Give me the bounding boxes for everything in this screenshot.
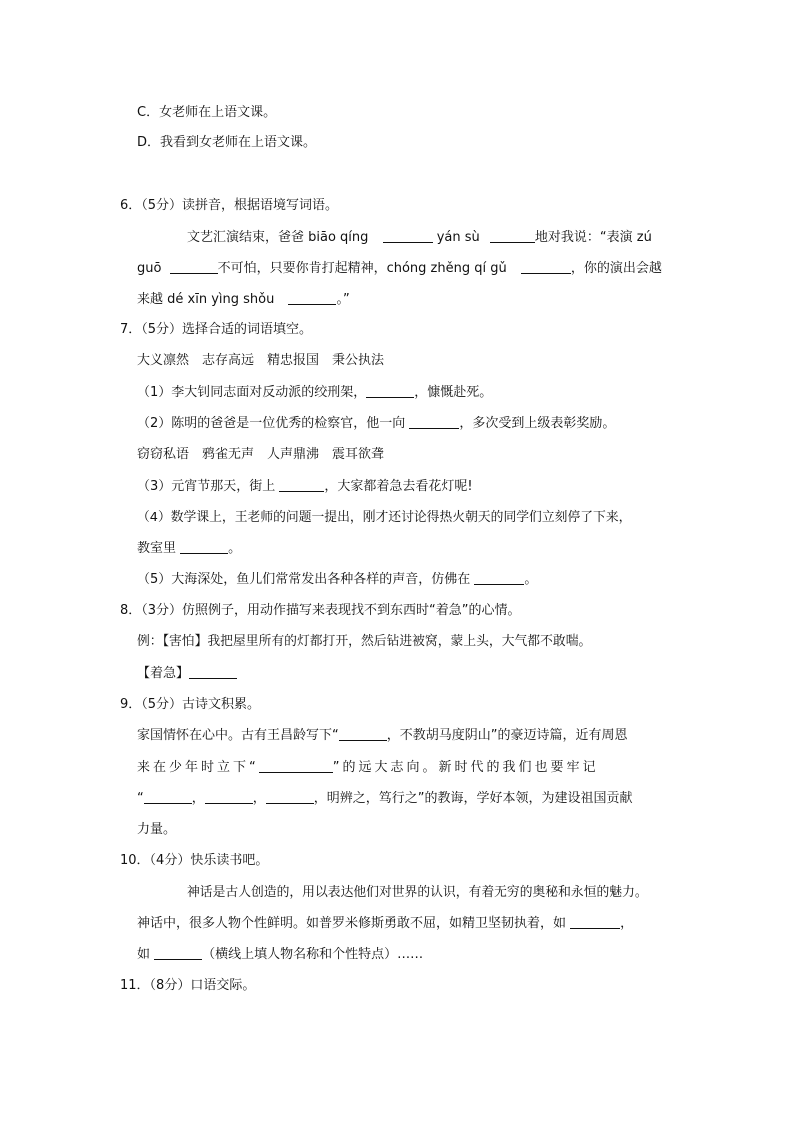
q10-title: 10．（4分）快乐读书吧。	[120, 853, 269, 868]
q6-text: ，你的演出会越	[570, 261, 662, 276]
q8-answer-label: 【着急】	[137, 666, 190, 681]
q10-text: 如	[137, 947, 155, 962]
q7-sentence-3	[137, 477, 473, 497]
q10-line-2	[137, 914, 633, 934]
q9-text: 家国情怀在心中。古有王昌龄写下“	[137, 728, 339, 743]
answer-blank[interactable]	[474, 570, 524, 585]
q8-example: 例：【害怕】我把屋里所有的灯都打开，然后钻进被窝，蒙上头，大气都不敢喘。	[137, 634, 592, 649]
q7-text: 教室里	[137, 541, 181, 556]
q7-text: （3）元宵节那天，街上	[137, 479, 280, 494]
q5-option-d: D．我看到女老师在上语文课。	[137, 135, 317, 150]
answer-blank[interactable]	[279, 477, 324, 492]
q7-title: 7．（5分）选择合适的词语填空。	[120, 322, 313, 337]
q7-text: （5）大海深处，鱼儿们常常发出各种各样的声音，仿佛在	[137, 572, 475, 587]
answer-blank[interactable]	[205, 789, 253, 804]
q8-title: 8．（3分）仿照例子，用动作描写来表现找不到东西时“着急”的心情。	[120, 603, 521, 618]
q7-text: ，慷慨赴死。	[414, 385, 493, 400]
q7-text: 。	[524, 572, 538, 587]
answer-blank[interactable]	[490, 228, 535, 243]
answer-blank[interactable]	[189, 664, 237, 679]
answer-blank[interactable]	[144, 789, 192, 804]
q9-line-4: 力量。	[137, 822, 177, 837]
q10-line-1: 神话是古人创造的，用以表达他们对世界的认识，有着无穷的奥秘和永恒的魅力。	[187, 885, 648, 900]
q9-text: ，不教胡马度阴山”的豪迈诗篇，近有周恩	[386, 728, 628, 743]
q7-sentence-2	[137, 414, 615, 434]
answer-blank[interactable]	[383, 228, 433, 243]
q9-line-3	[137, 789, 633, 809]
answer-blank[interactable]	[259, 758, 333, 773]
q6-text: 地对我说：“表演 zú	[534, 230, 652, 245]
q6-text: guō	[137, 261, 162, 276]
q10-text: ，	[620, 916, 634, 931]
q7-word-bank-2: 窃窃私语 鸦雀无声 人声鼎沸 震耳欲聋	[137, 447, 385, 462]
q9-text: ”的远大志向。新时代的我们也要牢记	[332, 760, 599, 775]
q6-text: 不可怕，只要你肯打起精神，chóng zhěng qí gǔ	[217, 261, 507, 276]
q9-text: ，	[191, 791, 205, 806]
q6-text: 。”	[336, 292, 350, 307]
answer-blank[interactable]	[170, 259, 218, 274]
q7-text: ，大家都着急去看花灯呢!	[324, 479, 473, 494]
answer-blank[interactable]	[570, 914, 620, 929]
q7-text: 。	[228, 541, 242, 556]
answer-blank[interactable]	[409, 414, 459, 429]
q11-title: 11．（8分）口语交际。	[120, 978, 256, 993]
q9-text: ，明辨之，笃行之”的教诲，学好本领，为建设祖国贡献	[313, 791, 633, 806]
q7-text: （1）李大钊同志面对反动派的绞刑架，	[137, 385, 367, 400]
q9-title: 9．（5分）古诗文积累。	[120, 697, 261, 712]
q9-text: 来在少年时立下“	[137, 760, 259, 775]
answer-blank[interactable]	[154, 945, 202, 960]
q7-text: （2）陈明的爸爸是一位优秀的检察官，他一向	[137, 416, 410, 431]
q7-sentence-5	[137, 570, 537, 590]
q6-line-1	[187, 228, 652, 248]
q7-sentence-4-cont	[137, 539, 241, 559]
q6-title: 6．（5分）读拼音，根据语境写词语。	[120, 198, 339, 213]
q5-option-c: C．女老师在上语文课。	[137, 105, 277, 120]
answer-blank[interactable]	[288, 290, 336, 305]
answer-blank[interactable]	[266, 789, 314, 804]
q9-line-1	[137, 726, 628, 746]
q9-text: “	[137, 791, 144, 806]
q7-word-bank-1: 大义凛然 志存高远 精忠报国 秉公执法	[137, 353, 385, 368]
answer-blank[interactable]	[521, 259, 571, 274]
q6-text: 文艺汇演结束，爸爸 biāo qíng	[187, 230, 369, 245]
q7-text: ，多次受到上级表彰奖励。	[459, 416, 616, 431]
q6-line-3	[137, 290, 350, 310]
q10-text: （横线上填人物名称和个性特点）……	[202, 947, 424, 962]
q10-text: 神话中，很多人物个性鲜明。如普罗米修斯勇敢不屈，如精卫坚韧执着，如	[137, 916, 571, 931]
q7-sentence-1	[137, 383, 492, 403]
q6-text: yán sù	[436, 230, 480, 245]
q9-line-2	[137, 758, 599, 778]
q8-answer	[137, 664, 237, 684]
q6-text: 来越 dé xīn yìng shǒu	[137, 292, 275, 307]
answer-blank[interactable]	[366, 383, 414, 398]
q7-sentence-4: （4）数学课上，王老师的问题一提出，刚才还讨论得热火朝天的同学们立刻停了下来，	[137, 510, 632, 525]
q10-line-3	[137, 945, 423, 965]
q9-text: ，	[252, 791, 266, 806]
answer-blank[interactable]	[339, 726, 387, 741]
answer-blank[interactable]	[180, 539, 228, 554]
q6-line-2	[137, 259, 662, 279]
